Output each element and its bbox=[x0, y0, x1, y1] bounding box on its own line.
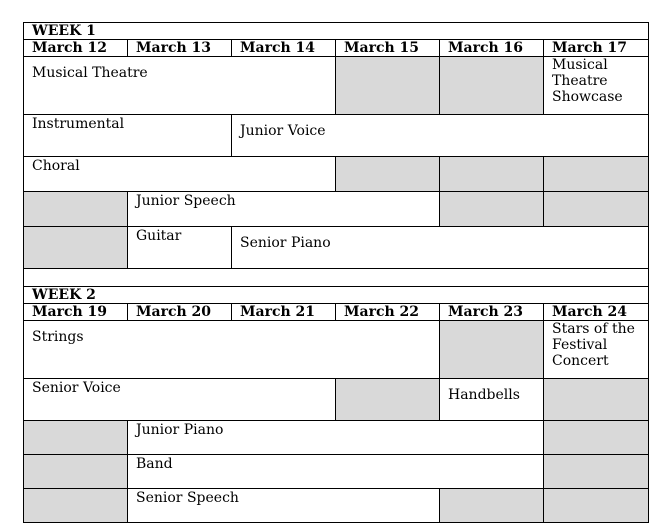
empty-cell bbox=[440, 57, 544, 115]
event-handbells: Handbells bbox=[440, 379, 544, 421]
empty-cell bbox=[544, 455, 649, 489]
schedule-row bbox=[24, 421, 649, 455]
empty-cell bbox=[24, 227, 128, 269]
event-senior-piano: Senior Piano bbox=[232, 227, 649, 269]
date-header: March 12 bbox=[24, 40, 128, 57]
date-header: March 21 bbox=[232, 304, 336, 321]
event-stars-of-the-festival-concert: Stars of the Festival Concert bbox=[544, 321, 649, 379]
date-header: March 17 bbox=[544, 40, 649, 57]
schedule-row bbox=[24, 227, 649, 269]
schedule-row bbox=[24, 455, 649, 489]
date-header: March 16 bbox=[440, 40, 544, 57]
festival-schedule-table bbox=[23, 22, 649, 523]
empty-cell bbox=[24, 421, 128, 455]
event-band: Band bbox=[128, 455, 544, 489]
week2-dates-row bbox=[24, 304, 649, 321]
event-strings: Strings bbox=[24, 321, 440, 379]
empty-cell bbox=[24, 192, 128, 227]
empty-cell bbox=[544, 157, 649, 192]
week1-header-row bbox=[24, 23, 649, 40]
event-musical-theatre: Musical Theatre bbox=[24, 57, 336, 115]
spacer-row bbox=[24, 269, 649, 287]
date-header: March 20 bbox=[128, 304, 232, 321]
empty-cell bbox=[544, 489, 649, 523]
empty-cell bbox=[440, 157, 544, 192]
empty-cell bbox=[440, 321, 544, 379]
week2-header-row bbox=[24, 287, 649, 304]
empty-cell bbox=[440, 192, 544, 227]
event-junior-voice: Junior Voice bbox=[232, 115, 649, 157]
empty-cell bbox=[544, 421, 649, 455]
week1-label: WEEK 1 bbox=[24, 23, 649, 40]
date-header: March 19 bbox=[24, 304, 128, 321]
date-header: March 15 bbox=[336, 40, 440, 57]
event-junior-piano: Junior Piano bbox=[128, 421, 544, 455]
date-header: March 22 bbox=[336, 304, 440, 321]
event-junior-speech: Junior Speech bbox=[128, 192, 440, 227]
event-senior-speech: Senior Speech bbox=[128, 489, 440, 523]
date-header: March 24 bbox=[544, 304, 649, 321]
empty-cell bbox=[336, 57, 440, 115]
empty-cell bbox=[24, 455, 128, 489]
event-instrumental: Instrumental bbox=[24, 115, 232, 157]
empty-cell bbox=[544, 192, 649, 227]
event-senior-voice: Senior Voice bbox=[24, 379, 336, 421]
schedule-row bbox=[24, 57, 649, 115]
date-header: March 14 bbox=[232, 40, 336, 57]
empty-cell bbox=[336, 379, 440, 421]
schedule-row bbox=[24, 379, 649, 421]
event-guitar: Guitar bbox=[128, 227, 232, 269]
empty-cell bbox=[336, 157, 440, 192]
date-header: March 23 bbox=[440, 304, 544, 321]
week1-dates-row bbox=[24, 40, 649, 57]
week2-label: WEEK 2 bbox=[24, 287, 649, 304]
schedule-row bbox=[24, 321, 649, 379]
empty-cell bbox=[440, 489, 544, 523]
schedule-row bbox=[24, 157, 649, 192]
empty-cell bbox=[24, 489, 128, 523]
schedule-row bbox=[24, 115, 649, 157]
schedule-row bbox=[24, 192, 649, 227]
schedule-row bbox=[24, 489, 649, 523]
event-musical-theatre-showcase: Musical Theatre Showcase bbox=[544, 57, 649, 115]
spacer-cell bbox=[24, 269, 649, 287]
empty-cell bbox=[544, 379, 649, 421]
event-choral: Choral bbox=[24, 157, 336, 192]
date-header: March 13 bbox=[128, 40, 232, 57]
